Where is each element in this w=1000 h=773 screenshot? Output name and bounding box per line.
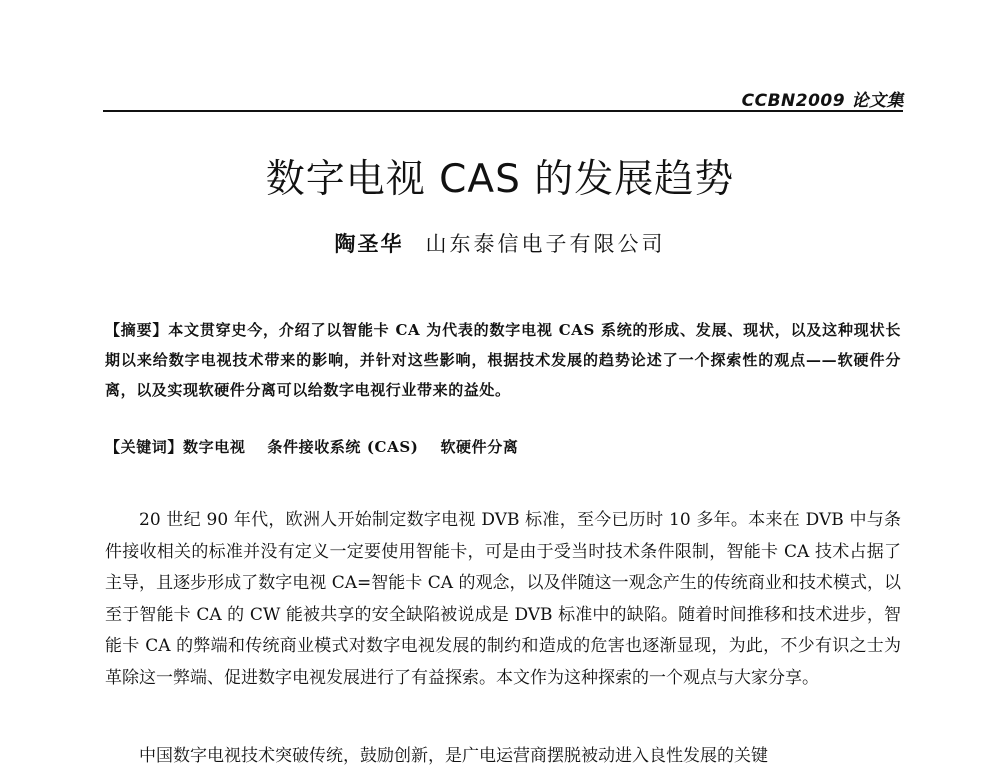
author-affiliation: 山东泰信电子有限公司 <box>425 232 666 256</box>
abstract <box>105 315 901 405</box>
author-name: 陶圣华 <box>334 231 404 256</box>
header-rule <box>103 110 903 112</box>
body-paragraph-2: 中国数字电视技术突破传统，鼓励创新，是广电运营商摆脱被动进入良性发展的关键 <box>139 746 768 766</box>
keywords <box>105 432 901 462</box>
keyword-item: 软硬件分离 <box>440 438 519 456</box>
body-paragraph-1: 20 世纪 90 年代，欧洲人开始制定数字电视 DVB 标准，至今已历时 10 多年。本来在 DVB 中与条件接收相关的标准并没有定义一定要使用智能卡，可是由于受当时技术条件限制，智能卡 CA 技术占据了主导，且逐步形成了数字电视 CA=智能卡 CA 的观念，以及伴随这一观念产生的传统商业和技术模式，以至于智能卡 CA 的 CW 能被共享的安全缺陷被说成是 DVB 标准中的缺陷。随着时间推移和技术进步，智能卡 CA 的弊端和传统商业模式对数字电视发展的制约和造成的危害也逐渐显现，为此，不少有识之士为革除这一弊端、促进数字电视发展进行了有益探索。本文作为这种探索的一个观点与大家分享。 <box>105 510 901 688</box>
abstract-label: 【摘要】 <box>105 321 169 339</box>
keywords-label: 【关键词】 <box>105 438 184 456</box>
keyword-item: 条件接收系统 (CAS) <box>267 438 419 456</box>
running-header: CCBN2009 论文集 <box>741 91 904 111</box>
keyword-item: 数字电视 <box>183 438 246 456</box>
byline <box>0 228 1000 258</box>
article-title: 数字电视 CAS 的发展趋势 <box>265 157 735 202</box>
abstract-text: 本文贯穿史今，介绍了以智能卡 CA 为代表的数字电视 CAS 系统的形成、发展、现状，以及这种现状长期以来给数字电视技术带来的影响，并针对这些影响，根据技术发展的趋势论述了一个探索性的观点——软硬件分离，以及实现软硬件分离可以给数字电视行业带来的益处。 <box>105 321 901 399</box>
